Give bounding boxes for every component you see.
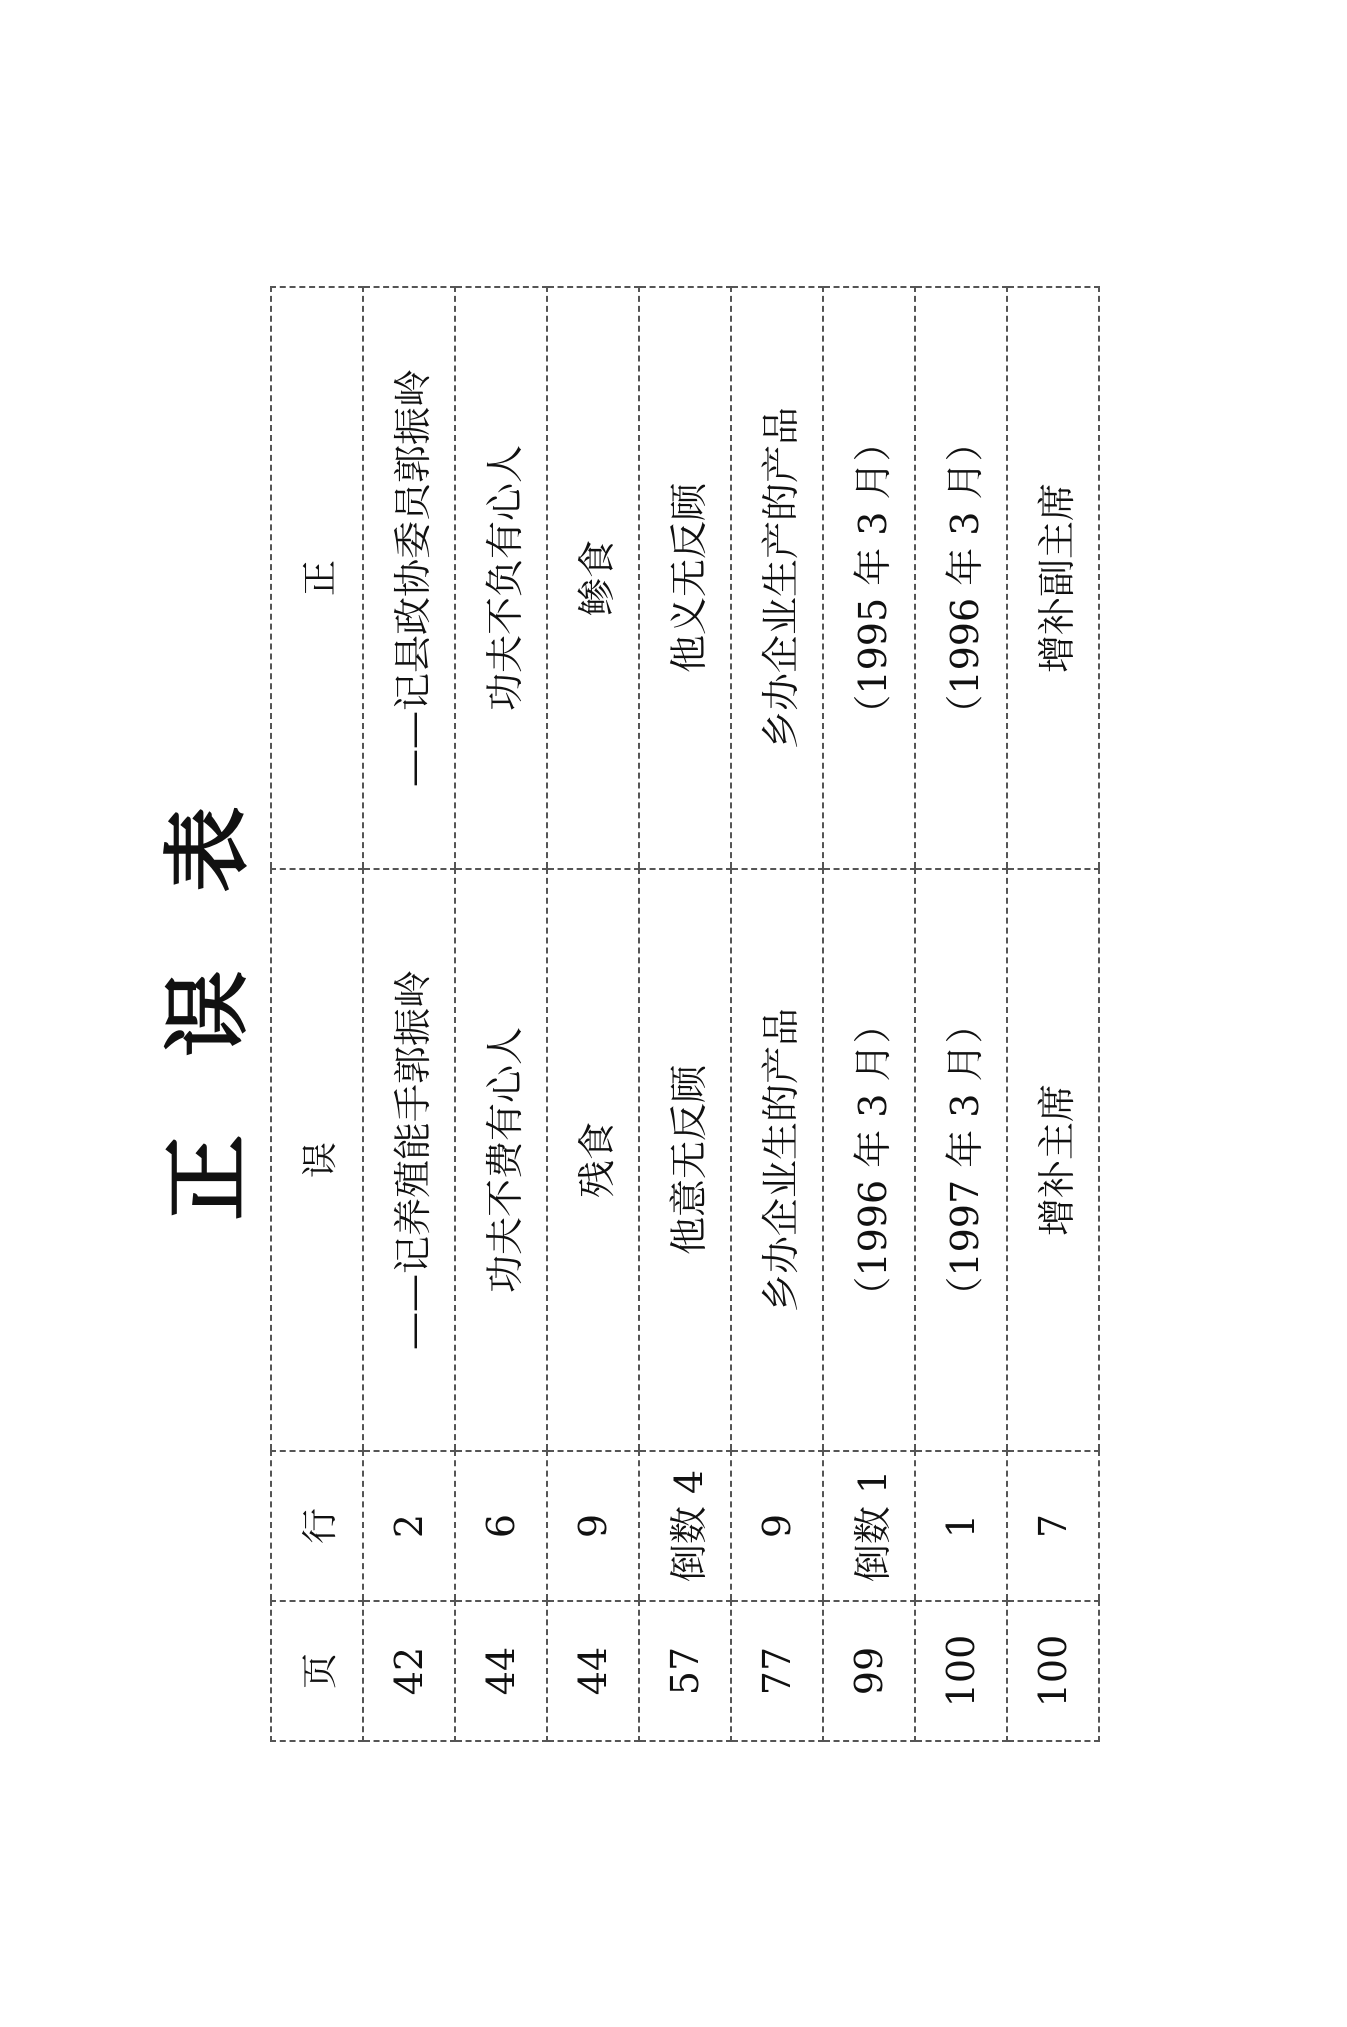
- cell-wrong: ——记养殖能手郭振岭: [363, 869, 455, 1451]
- cell-page: 42: [363, 1601, 455, 1741]
- table-row: [639, 287, 731, 1741]
- cell-wrong: 乡办企业生的产品: [731, 869, 823, 1451]
- cell-line: 倒数 1: [823, 1451, 915, 1601]
- table-row: [363, 287, 455, 1741]
- table-row: [455, 287, 547, 1741]
- cell-wrong: 功夫不费有心人: [455, 869, 547, 1451]
- table-row: [547, 287, 639, 1741]
- cell-line: 9: [731, 1451, 823, 1601]
- errata-table: [270, 286, 1100, 1742]
- table-row: [731, 287, 823, 1741]
- table-row: [915, 287, 1007, 1741]
- header-correct: 正: [271, 287, 363, 869]
- cell-line: 7: [1007, 1451, 1099, 1601]
- table-row: [823, 287, 915, 1741]
- cell-wrong: （1996 年 3 月）: [823, 869, 915, 1451]
- cell-line: 倒数 4: [639, 1451, 731, 1601]
- cell-correct: 鲹食: [547, 287, 639, 869]
- cell-page: 57: [639, 1601, 731, 1741]
- cell-correct: （1996 年 3 月）: [915, 287, 1007, 869]
- cell-correct: 他义无反顾: [639, 287, 731, 869]
- cell-line: 1: [915, 1451, 1007, 1601]
- cell-page: 44: [547, 1601, 639, 1741]
- header-row: [271, 287, 363, 1741]
- cell-correct: 增补副主席: [1007, 287, 1099, 869]
- cell-wrong: （1997 年 3 月）: [915, 869, 1007, 1451]
- cell-page: 100: [1007, 1601, 1099, 1741]
- cell-correct: 乡办企业生产的产品: [731, 287, 823, 869]
- cell-line: 9: [547, 1451, 639, 1601]
- cell-page: 99: [823, 1601, 915, 1741]
- cell-page: 100: [915, 1601, 1007, 1741]
- cell-page: 77: [731, 1601, 823, 1741]
- cell-wrong: 增补主席: [1007, 869, 1099, 1451]
- cell-correct: ——记县政协委员郭振岭: [363, 287, 455, 869]
- cell-line: 6: [455, 1451, 547, 1601]
- cell-correct: （1995 年 3 月）: [823, 287, 915, 869]
- table-row: [1007, 287, 1099, 1741]
- cell-line: 2: [363, 1451, 455, 1601]
- page-title: 正误表: [158, 728, 258, 1221]
- header-page: 页: [271, 1601, 363, 1741]
- header-line: 行: [271, 1451, 363, 1601]
- cell-wrong: 残食: [547, 869, 639, 1451]
- cell-correct: 功夫不负有心人: [455, 287, 547, 869]
- header-wrong: 误: [271, 869, 363, 1451]
- cell-page: 44: [455, 1601, 547, 1741]
- cell-wrong: 他意无反顾: [639, 869, 731, 1451]
